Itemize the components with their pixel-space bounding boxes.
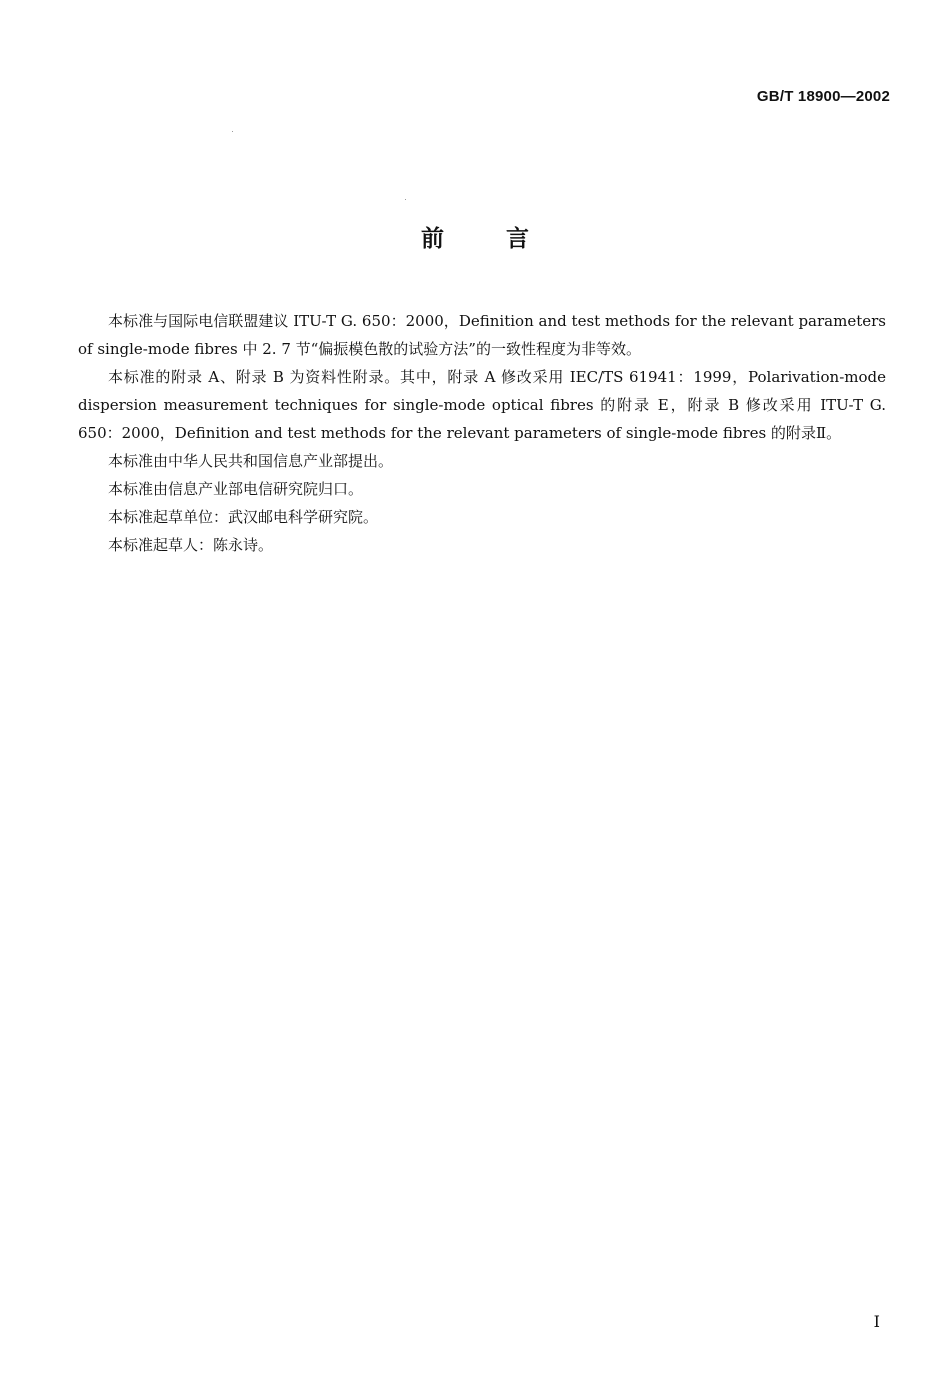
standard-number: GB/T 18900—2002 [756, 88, 890, 105]
page-title: 前言 [421, 226, 591, 252]
page-number: I [873, 1312, 880, 1331]
paragraph-centralized-by: 本标准由信息产业部电信研究院归口。 [108, 480, 364, 498]
paragraph-drafter: 本标准起草人：陈永诗。 [108, 536, 274, 554]
paragraph-proposer: 本标准由中华人民共和国信息产业部提出。 [108, 452, 394, 470]
scan-speck [232, 131, 233, 132]
scan-speck [405, 199, 406, 200]
paragraph-appendices: 本标准的附录 A、附录 B 为资料性附录。其中，附录 A 修改采用 IEC/TS 61941：1999，Polarivation-mode dispersion measurement techniques for single-mode optical fibres 的附录 E，附录 B 修改采用 ITU-T G. 650：2000，Definition and test methods for the relevant parameters of single-mode fibres 的附录Ⅱ。 [78, 368, 886, 442]
paragraph-equivalence: 本标准与国际电信联盟建议 ITU-T G. 650：2000，Definition and test methods for the relevant parameters of single-mode fibres 中 2. 7 节“偏振模色散的试验方法”的一致性程度为非等效。 [78, 312, 886, 358]
foreword-body [78, 307, 886, 559]
paragraph-drafting-unit: 本标准起草单位：武汉邮电科学研究院。 [108, 508, 379, 526]
